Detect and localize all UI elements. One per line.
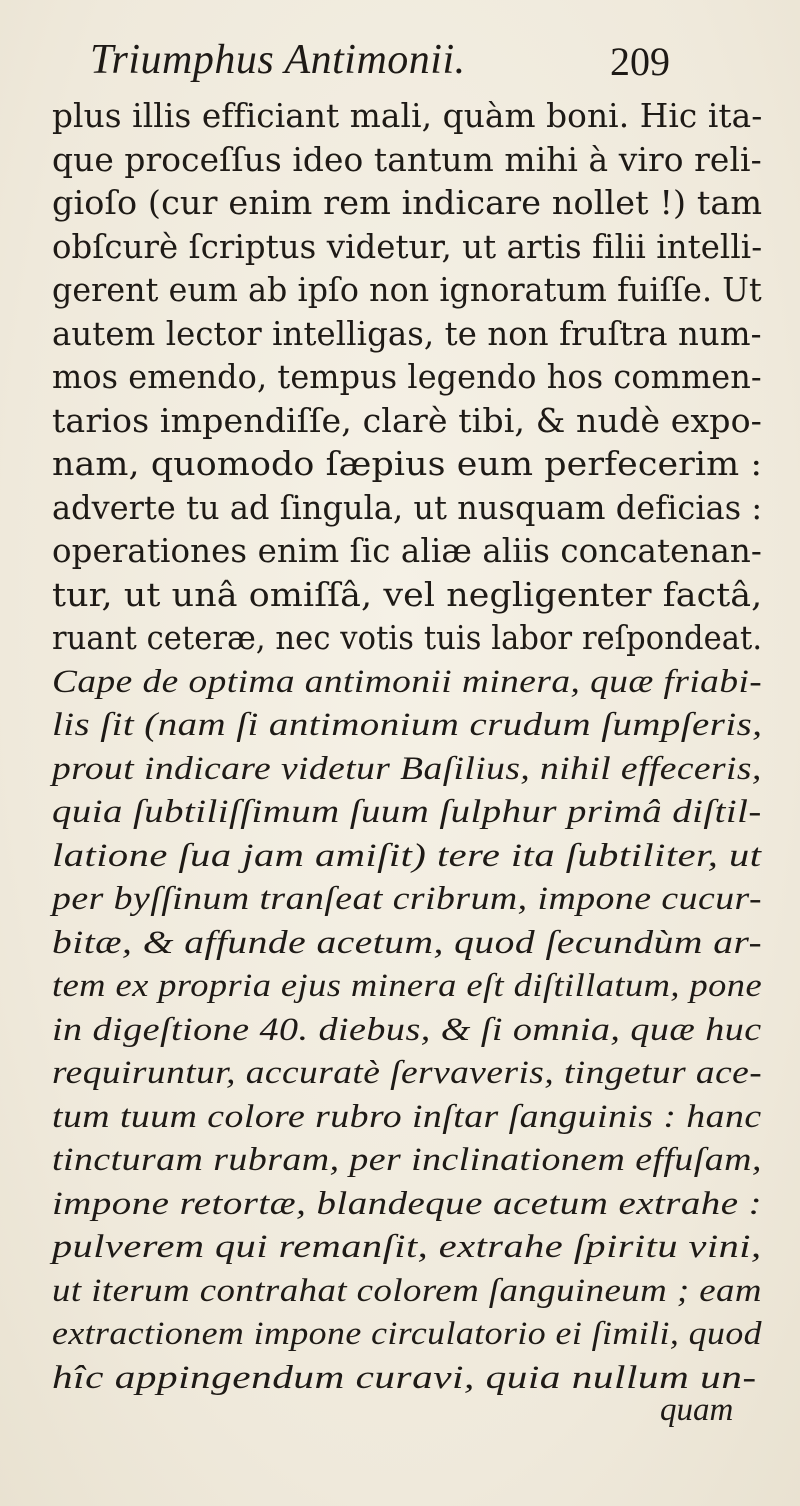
text-line: hîc appingendum curavi, quia nullum un- (52, 1359, 757, 1396)
text-line: que proceſſus ideo tantum mihi à viro reli- (52, 139, 762, 179)
text-line: ruant ceteræ, nec votis tuis labor reſpondeat. (52, 618, 763, 657)
catchword: quam (660, 1392, 734, 1428)
text-line: latione ſua jam amiſit) tere ita ſubtiliter, ut (52, 837, 762, 874)
text-line: adverte tu ad ſingula, ut nusquam deficias : (52, 487, 763, 527)
text-line: requiruntur, accuratè ſervaveris, tingetur ace- (52, 1055, 763, 1091)
text-line: gerent eum ab ipſo non ignoratum fuiſſe. Ut (52, 270, 762, 309)
text-line: mos emendo, tempus legendo hos commen- (52, 357, 762, 396)
text-line: tem ex propria ejus minera eſt diſtillatum, pone (52, 968, 763, 1004)
text-line: tincturam rubram, per inclinationem effuſam, (52, 1142, 762, 1178)
text-line: operationes enim ſic aliæ aliis concatenan- (52, 531, 762, 570)
text-line: per byſſinum tranſeat cribrum, impone cucur- (52, 881, 763, 917)
text-line: extractionem impone circulatorio ei ſimili, quod (52, 1316, 763, 1352)
text-line: quia ſubtiliſſimum ſuum ſulphur primâ diſtil- (52, 794, 762, 830)
text-line: gioſo (cur enim rem indicare nollet !) tam (52, 183, 763, 222)
text-line: nam, quomodo ſæpius eum perfecerim : (52, 444, 763, 483)
text-line: lis ſit (nam ſi antimonium crudum ſumpſeris, (52, 707, 763, 743)
text-line: bitæ, & affunde acetum, quod ſecundùm ar- (52, 924, 763, 961)
text-line: prout indicare videtur Baſilius, nihil effeceris, (52, 750, 762, 787)
page-header (90, 36, 780, 96)
text-line: obſcurè ſcriptus videtur, ut artis filii intelli- (52, 226, 763, 266)
text-line: autem lector intelligas, te non fruſtra num- (52, 313, 762, 353)
text-line: in digeſtione 40. diebus, & ſi omnia, quæ huc (52, 1011, 762, 1048)
text-line: pulverem qui remanſit, extrahe ſpiritu vini, (52, 1229, 762, 1265)
page-number: 209 (610, 39, 670, 84)
text-line: impone retortæ, blandeque acetum extrahe : (52, 1185, 763, 1222)
text-line: tum tuum colore rubro inſtar ſanguinis : hanc (52, 1098, 762, 1135)
text-line: tarios impendiſſe, clarè tibi, & nudè expo- (52, 400, 763, 440)
running-title: Triumphus Antimonii. (90, 37, 466, 83)
text-line: tur, ut unâ omiſſâ, vel negligenter factâ, (52, 574, 763, 614)
text-line: ut iterum contrahat colorem ſanguineum ; eam (52, 1272, 762, 1309)
text-line: Cape de optima antimonii minera, quæ friabi- (52, 663, 763, 700)
text-line: plus illis efficiant mali, quàm boni. Hic ita- (52, 96, 763, 135)
